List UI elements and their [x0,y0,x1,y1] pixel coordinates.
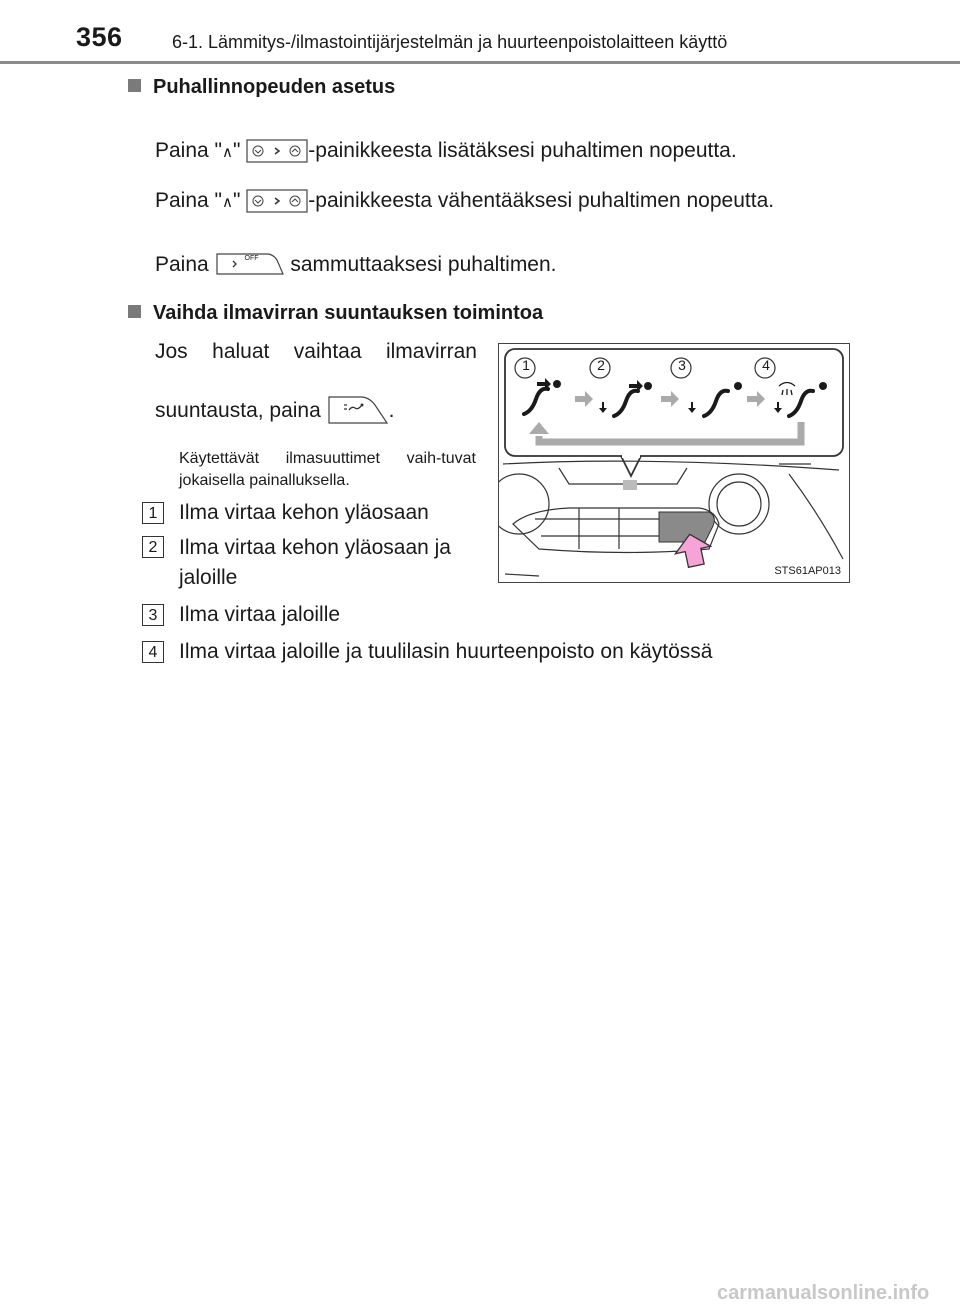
figure-code: STS61AP013 [774,565,841,577]
heading-text: Puhallinnopeuden asetus [153,76,396,98]
section-heading-fan-speed [128,76,395,99]
page-header [0,0,960,64]
mode-number-label: 2 [597,357,605,373]
text: Paina [155,253,215,276]
list-item: Ilma virtaa jaloille ja tuulilasin huurteenpoisto on käytössä [179,640,713,663]
heading-text: Vaihda ilmavirran suuntauksen toimintoa [153,302,544,324]
header-divider [0,61,960,64]
bullet-square-icon [128,305,141,318]
section-heading-airflow [128,302,543,325]
text: " [232,139,247,162]
chapter-title: 6-1. Lämmitys-/ilmastointijärjestelmän ja huurteenpoistolaitteen käyttö [172,32,728,52]
fan-off-instruction [155,251,557,283]
page-number: 356 [76,22,123,52]
text: Paina " [155,139,222,162]
airflow-intro-line2 [155,393,394,433]
mode-number-label: 4 [762,357,770,373]
watermark: carmanualsonline.info [717,1282,930,1304]
bullet-square-icon [128,79,141,92]
item-number-box: 3 [142,604,164,626]
item-number-box: 4 [142,641,164,663]
item-number-box: 2 [142,536,164,558]
up-symbol: ∧ [222,144,233,161]
off-label: OFF [244,255,259,262]
airflow-note: Käytettävät ilmasuuttimet vaih-tuvat jokaisella painalluksella. [179,450,476,489]
mode-number-label: 1 [522,357,530,373]
fan-off-button-icon [215,251,285,283]
list-item: Ilma virtaa jaloille [179,603,341,626]
airflow-intro-line1: Jos haluat vaihtaa ilmavirran [155,340,477,363]
text: suuntausta, paina [155,399,327,422]
airflow-mode-button-icon [327,393,389,433]
text: . [388,399,395,422]
text: Paina " [155,189,222,212]
fan-speed-button-icon [246,189,308,219]
fan-decrease-instruction [155,189,774,219]
up-symbol: ∧ [222,194,233,211]
text: " [232,189,247,212]
airflow-diagram [499,344,849,582]
mode-number-label: 3 [678,357,686,373]
item-number-box: 1 [142,502,164,524]
airflow-mode-figure [498,343,850,583]
text: -painikkeesta vähentääksesi puhaltimen nopeutta. [308,189,775,212]
list-item: Ilma virtaa kehon yläosaan [179,501,429,524]
fan-speed-button-icon [246,139,308,169]
text: -painikkeesta lisätäksesi puhaltimen nopeutta. [308,139,737,162]
list-item: Ilma virtaa kehon yläosaan ja jaloille [179,536,451,589]
text: sammuttaaksesi puhaltimen. [284,253,557,276]
fan-increase-instruction [155,139,737,169]
